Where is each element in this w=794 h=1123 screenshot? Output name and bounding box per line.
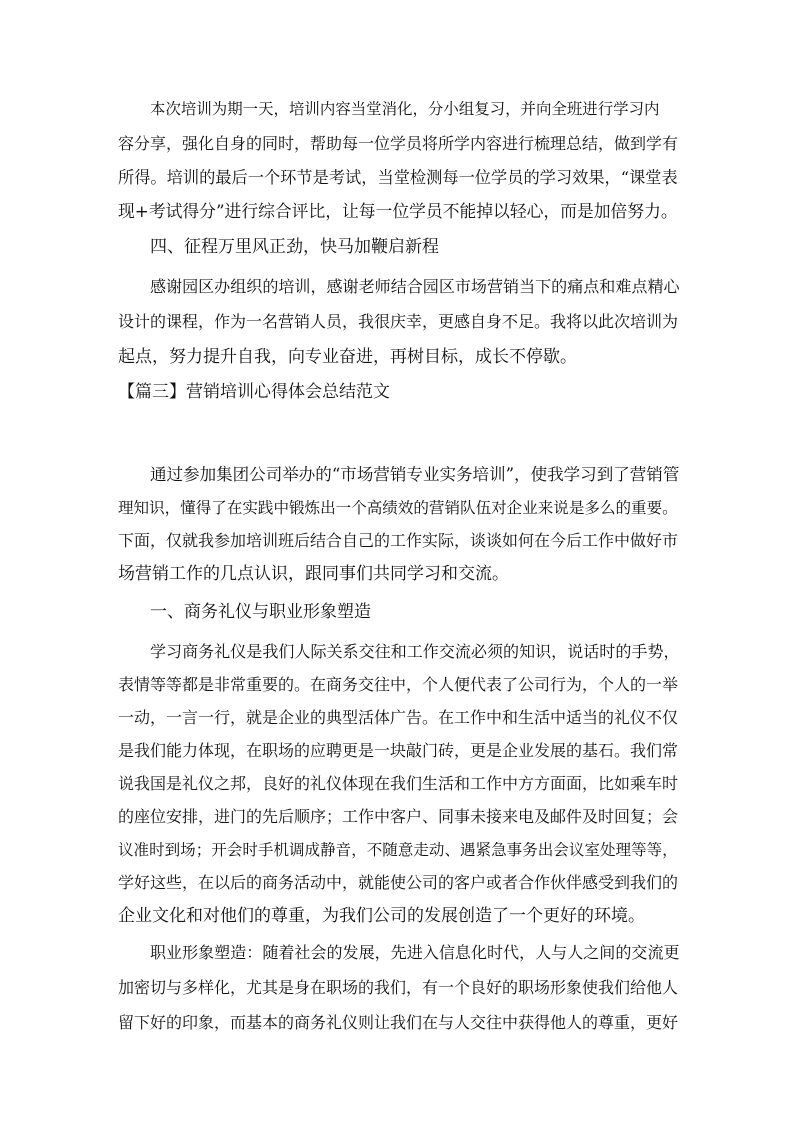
paragraph-line: 是我们能力体现，在职场的应聘更是一块敲门砖，更是企业发展的基石。我们常 bbox=[118, 741, 679, 760]
paragraph-line: 一动，一言一行，就是企业的典型活体广告。在工作中和生活中适当的礼仪不仅 bbox=[118, 708, 679, 727]
paragraph-line: 留下好的印象，而基本的商务礼仪则让我们在与人交往中获得他人的尊重，更好 bbox=[118, 1013, 679, 1032]
paragraph-line: 说我国是礼仪之邦，良好的礼仪体现在我们生活和工作中方方面面，比如乘车时 bbox=[118, 774, 679, 793]
paragraph-line: 学习商务礼仪是我们人际关系交往和工作交流必须的知识，说话时的手势， bbox=[150, 642, 680, 661]
section-heading: 四、征程万里风正劲，快马加鞭启新程 bbox=[150, 237, 439, 257]
paragraph-line: 学好这些，在以后的商务活动中，就能使公司的客户或者合作伙伴感受到我们的 bbox=[118, 873, 679, 892]
paragraph-line: 设计的课程，作为一名营销人员，我很庆幸，更感自身不足。我将以此次培训为 bbox=[118, 312, 679, 331]
paragraph-line: 理知识，懂得了在实践中锻炼出一个高绩效的营销队伍对企业来说是多么的重要。 bbox=[118, 499, 678, 517]
paragraph-line: 表情等等都是非常重要的。在商务交往中，个人便代表了公司行为，个人的一举 bbox=[118, 675, 679, 694]
paragraph-line: 现+考试得分”进行综合评比，让每一位学员不能掉以轻心，而是加倍努力。 bbox=[118, 201, 678, 221]
paragraph-line: 的座位安排，进门的先后顺序；工作中客户、同事未接来电及邮件及时回复；会 bbox=[118, 807, 679, 826]
paragraph-line: 下面，仅就我参加培训班后结合自己的工作实际，谈谈如何在今后工作中做好市 bbox=[118, 531, 679, 550]
paragraph-line: 通过参加集团公司举办的“市场营销专业实务培训”，使我学习到了营销管 bbox=[150, 465, 680, 484]
section-heading: 一、商务礼仪与职业形象塑造 bbox=[150, 602, 371, 622]
paragraph-line: 职业形象塑造：随着社会的发展，先进入信息化时代，人与人之间的交流更 bbox=[150, 943, 680, 962]
paragraph-line: 企业文化和对他们的尊重，为我们公司的发展创造了一个更好的环境。 bbox=[118, 906, 645, 926]
paragraph-line: 加密切与多样化，尤其是身在职场的我们，有一个良好的职场形象使我们给他人 bbox=[118, 978, 679, 997]
paragraph-line: 容分享，强化自身的同时，帮助每一位学员将所学内容进行梳理总结，做到学有 bbox=[118, 134, 679, 153]
paragraph-line: 议准时到场；开会时手机调成静音，不随意走动、遇紧急事务出会议室处理等等， bbox=[118, 841, 678, 859]
paragraph-line: 起点，努力提升自我，向专业奋进，再树目标，成长不停歇。 bbox=[118, 347, 577, 367]
paragraph-line: 场营销工作的几点认识，跟同事们共同学习和交流。 bbox=[118, 564, 509, 584]
section-title: 【篇三】营销培训心得体会总结范文 bbox=[118, 382, 390, 402]
paragraph-line: 感谢园区办组织的培训，感谢老师结合园区市场营销当下的痛点和难点精心 bbox=[150, 277, 680, 296]
paragraph-line: 本次培训为期一天，培训内容当堂消化，分小组复习，并向全班进行学习内 bbox=[150, 100, 660, 118]
paragraph-line: 所得。培训的最后一个环节是考试，当堂检测每一位学员的学习效果，“课堂表 bbox=[118, 168, 678, 187]
